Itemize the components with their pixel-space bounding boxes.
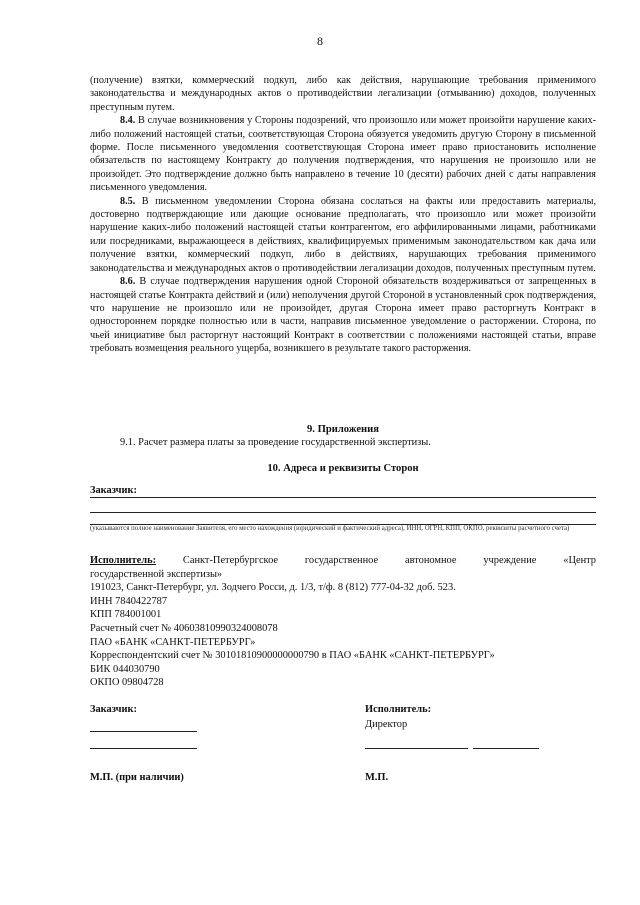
executor-label: Исполнитель: <box>90 555 157 566</box>
section-9-title: 9. Приложения <box>307 424 379 435</box>
executor-account: Расчетный счет № 40603810990324008078 <box>90 622 278 634</box>
executor-address: 191023, Санкт-Петербург, ул. Зодчего Росси, д. 1/3, т/ф. 8 (812) 777-04-32 доб. 523. <box>90 582 456 594</box>
customer-line-1 <box>90 497 596 498</box>
customer-signature-line-2 <box>90 748 197 749</box>
article-8-body <box>90 74 596 356</box>
executor-kpp: КПП 784001001 <box>90 609 162 621</box>
clause-number: 8.5. <box>120 195 136 207</box>
clause-text: В случае возникновения у Стороны подозрений, что произошло или может произойти нарушение каких-либо положений настоящей статьи, соответствующая Сторона обязуется уведомить другую Сторону в письменной форме. После письменного уведомления соответствующая Сторона имеет право приостановить исполнение обязательств по настоящему Контракту до получения подтверждения, что нарушения не произошло или не произойдет. Это подтверждение должно быть направлено в течение 10 (десяти) рабочих дней с даты направления письменного уведомления. <box>90 115 596 194</box>
signature-executor-label: Исполнитель: <box>365 704 432 715</box>
executor-position: Директор <box>365 719 408 730</box>
section-9-item: 9.1. Расчет размера платы за проведение государственной экспертизы. <box>120 437 431 448</box>
clause-number: 8.4. <box>120 115 136 127</box>
stamp-customer: М.П. (при наличии) <box>90 772 184 783</box>
executor-inn: ИНН 7840422787 <box>90 595 168 607</box>
executor-signature-line <box>365 748 468 749</box>
page-number: 8 <box>317 34 323 48</box>
executor-name-line <box>473 748 539 749</box>
executor-bank: ПАО «БАНК «САНКТ-ПЕТЕРБУРГ» <box>90 636 256 648</box>
executor-okpo: ОКПО 09804728 <box>90 677 164 689</box>
customer-label: Заказчик: <box>90 485 137 496</box>
customer-requisites-note: (указываются полное наименование Заявителя, его место нахождения (юридический и фактический адреса), ИНН, ОГРН, КПП, ОКПО, реквизиты расчетного счета) <box>90 525 570 532</box>
paragraph-8-6 <box>90 275 596 355</box>
paragraph-8-5 <box>90 195 596 275</box>
executor-block <box>90 554 596 690</box>
executor-name-line-2: государственной экспертизы» <box>90 568 223 580</box>
executor-name: Санкт-Петербургское государственное автономное учреждение «Центр <box>156 555 596 566</box>
clause-text: В письменном уведомлении Сторона обязана сослаться на факты или предоставить материалы, достоверно подтверждающие или дающие основание предполагать, что произошло или может произойти нарушение каких-либо положений настоящей статьи контрагентом, его аффилированными лицами, работниками или посредниками, выражающееся в действиях, квалифицируемых применимым законодательством как дача или получение взятки, коммерческий подкуп, либо в действиях, нарушающих требования применимого законодательства и международных актов о противодействии легализации доходов, полученных преступным путем. <box>90 195 596 274</box>
executor-corr-account: Корреспондентский счет № 30101810900000000790 в ПАО «БАНК «САНКТ-ПЕТЕРБУРГ» <box>90 650 495 662</box>
paragraph-continuation: (получение) взятки, коммерческий подкуп, либо как действия, нарушающие требования применимого законодательства и международных актов о противодействии легализации (отмыванию) доходов, полученных преступным путем. <box>90 75 596 113</box>
customer-line-2 <box>90 512 596 513</box>
customer-signature-line-1 <box>90 731 197 732</box>
clause-number: 8.6. <box>120 276 136 288</box>
section-10-title: 10. Адреса и реквизиты Сторон <box>267 463 419 474</box>
clause-text: В случае подтверждения нарушения одной Стороной обязательств воздерживаться от запрещенных в настоящей статье Контракта действий и (или) неполучения другой Стороной в установленный срок подтверждения, что нарушение не произошло или не произойдет, другая Сторона имеет право расторгнуть Контракт в одностороннем порядке полностью или в части, направив письменное уведомление о расторжении. Сторона, по чьей инициативе был расторгнут настоящий Контракт в соответствии с положениями настоящей статьи, вправе требовать возмещения реального ущерба, возникшего в результате такого расторжения. <box>90 276 596 355</box>
executor-bik: БИК 044030790 <box>90 663 160 675</box>
paragraph-8-4 <box>90 114 596 194</box>
signature-customer-label: Заказчик: <box>90 704 137 715</box>
executor-name-line-1 <box>90 554 596 568</box>
stamp-executor: М.П. <box>365 772 389 783</box>
